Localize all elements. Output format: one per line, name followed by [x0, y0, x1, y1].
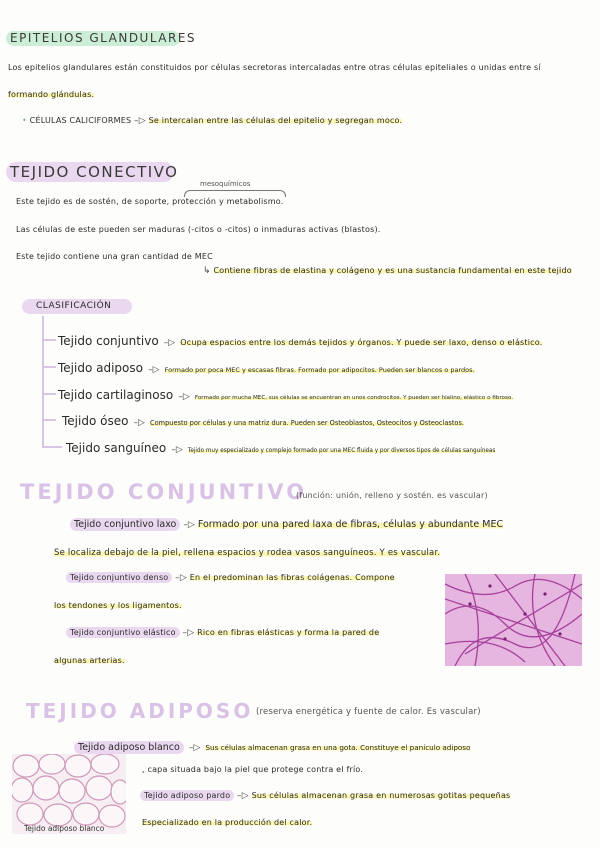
caliciformes-label: CÉLULAS CALICIFORMES — [29, 116, 132, 125]
arrow-icon: –▷ — [163, 338, 176, 348]
conectivo-line2: Las células de este pueden ser maduras (-citos o -citos) o inmaduras activas (blastos). — [16, 225, 381, 234]
tree-branch — [42, 366, 56, 368]
item-desc: Ocupa espacios entre los demás tejidos y órganos. Y puede ser laxo, denso o elástico. — [180, 338, 543, 347]
brace — [184, 190, 286, 197]
arrow-icon: –▷ — [237, 791, 249, 801]
conectivo-line4: Contiene fibras de elastina y colágeno y es una sustancia fundamental en este tejido — [213, 266, 572, 275]
conectivo-title: TEJIDO CONECTIVO — [10, 163, 179, 181]
clasificacion-item — [58, 384, 598, 403]
denso-text2: los tendones y los ligamentos. — [54, 601, 182, 610]
clasificacion-item — [62, 410, 598, 429]
denso-text1: En el predominan las fibras colágenas. Compone — [189, 573, 395, 582]
conjuntivo-subtitle: (función: unión, relleno y sostén. es vascular) — [296, 491, 488, 500]
arrow-icon: –▷ — [178, 392, 190, 402]
blanco-text2: , capa situada bajo la piel que protege contra el frío. — [142, 765, 364, 774]
tree-branch — [42, 393, 56, 395]
tree-branch — [42, 446, 62, 448]
pardo-row — [140, 791, 510, 801]
blanco-text1: Sus células almacenan grasa en una gota. Constituye el panículo adiposo — [205, 743, 471, 752]
tree-branch — [42, 339, 56, 341]
bullet-icon: • — [22, 116, 27, 125]
image-caption: Tejido adiposo blanco — [24, 824, 105, 833]
arrow-icon: –▷ — [188, 743, 201, 753]
arrow-icon: –▷ — [134, 116, 146, 126]
clasificacion-item — [58, 330, 598, 349]
elastico-label: Tejido conjuntivo elástico — [66, 627, 180, 638]
item-name: Tejido conjuntivo — [58, 334, 159, 348]
epitelios-title: EPITELIOS GLANDULARES — [10, 31, 197, 45]
laxo-text1: Formado por una pared laxa de fibras, células y abundante MEC — [197, 519, 504, 530]
item-name: Tejido óseo — [62, 414, 129, 428]
arrow-icon: ↳ — [203, 266, 211, 276]
tree-branch — [42, 419, 56, 421]
pardo-text1: Sus células almacenan grasa en numerosas gotitas pequeñas — [251, 791, 511, 800]
note-mesoquimicos: mesoquímicos — [200, 180, 251, 188]
elastico-text1: Rico en fibras elásticas y forma la pared de — [197, 628, 380, 637]
clasificacion-item — [66, 437, 598, 456]
arrow-icon: –▷ — [133, 418, 145, 428]
micrograph-conjuntivo-elastico — [445, 574, 582, 666]
micrograph-adiposo-blanco — [12, 754, 126, 834]
epitelios-line2: formando glándulas. — [8, 90, 95, 99]
conectivo-line4-row — [203, 266, 572, 276]
arrow-icon: –▷ — [183, 520, 195, 530]
arrow-icon: –▷ — [175, 573, 187, 583]
pardo-text2: Especializado en la producción del calor. — [142, 818, 313, 827]
arrow-icon: –▷ — [182, 628, 195, 638]
elastico-text2: algunas arterias. — [54, 656, 125, 665]
arrow-icon: –▷ — [148, 365, 160, 375]
elastico-row — [66, 628, 379, 638]
laxo-row — [70, 519, 503, 530]
denso-label: Tejido conjuntivo denso — [66, 572, 172, 583]
text: Los epitelios glandulares están constituidos por células secretoras intercaladas entre otras células epiteliales o unidas entre sí — [8, 63, 541, 72]
conectivo-line1: Este tejido es de sostén, de soporte, protección y metabolismo. — [16, 197, 284, 206]
laxo-label: Tejido conjuntivo laxo — [70, 518, 180, 531]
caliciformes-row — [22, 116, 402, 126]
adiposo-title: TEJIDO ADIPOSO — [26, 699, 254, 723]
adiposo-subtitle: (reserva energética y fuente de calor. Es vascular) — [256, 707, 481, 717]
blanco-row — [74, 735, 470, 754]
item-name: Tejido sanguíneo — [66, 441, 167, 455]
blanco-label: Tejido adiposo blanco — [74, 741, 184, 754]
tree-line — [42, 316, 44, 448]
item-desc: Formado por poca MEC y escasas fibras. Formado por adipocitos. Pueden ser blancos o pardos. — [164, 366, 475, 374]
item-desc: Compuesto por células y una matriz dura. Pueden ser Osteoblastos, Osteocitos y Osteoclastos. — [150, 419, 465, 427]
conjuntivo-title: TEJIDO CONJUNTIVO — [20, 480, 308, 504]
clasificacion-item — [58, 357, 598, 376]
epitelios-line1 — [8, 63, 593, 72]
clasificacion-label: CLASIFICACIÓN — [36, 301, 112, 311]
item-desc: Tejido muy especializado y complejo formado por una MEC fluida y por diversos tipos de células sanguíneas — [187, 448, 496, 454]
caliciformes-text: Se intercalan entre las células del epitelio y segregan moco. — [148, 116, 403, 125]
arrow-icon: –▷ — [171, 445, 183, 455]
denso-row — [66, 573, 395, 583]
conectivo-line3: Este tejido contiene una gran cantidad de MEC — [16, 252, 213, 261]
item-desc: Formado por mucha MEC, sus células se encuentran en unos condrocitos. Y pueden ser hialino, elástico o fibroso. — [194, 395, 513, 401]
pardo-label: Tejido adiposo pardo — [140, 790, 234, 801]
item-name: Tejido cartilaginoso — [58, 388, 174, 402]
item-name: Tejido adiposo — [58, 361, 143, 375]
laxo-text2: Se localiza debajo de la piel, rellena espacios y rodea vasos sanguíneos. Y es vascular. — [54, 548, 441, 558]
